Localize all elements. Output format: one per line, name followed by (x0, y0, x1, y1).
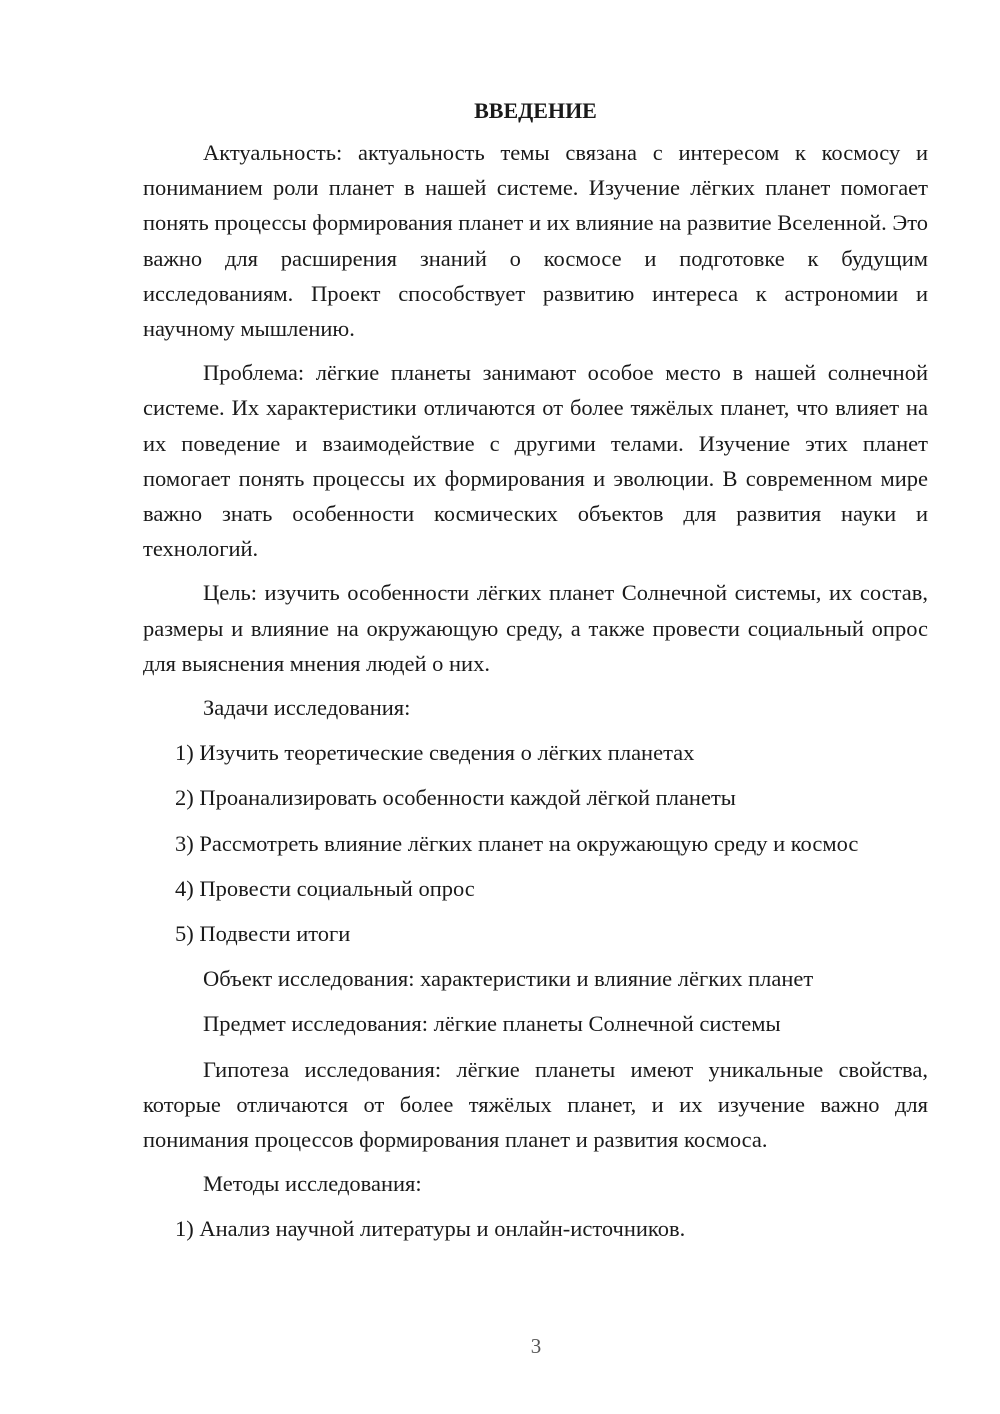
list-item: 2) Проанализировать особенности каждой лёгкой планеты (175, 785, 736, 811)
research-object: Объект исследования: характеристики и влияние лёгких планет (203, 966, 814, 992)
methods-list (143, 1211, 928, 1246)
list-item: 1) Изучить теоретические сведения о лёгких планетах (175, 740, 695, 766)
paragraph-relevance: Актуальность: актуальность темы связана с интересом к космосу и пониманием роли планет в нашей системе. Изучение лёгких планет помогает понять процессы формирования планет и их влияние на развитие Вселенной. Это важно для расширения знаний о космосе и подготовке к будущим исследованиям. Проект способствует развитию интереса к астрономии и научному мышлению. (143, 140, 928, 342)
section-title: ВВЕДЕНИЕ (474, 98, 597, 123)
document-page (143, 95, 928, 1257)
research-subject: Предмет исследования: лёгкие планеты Солнечной системы (203, 1011, 781, 1037)
page-number: 3 (530, 1334, 542, 1358)
tasks-list (143, 735, 928, 951)
list-item: 5) Подвести итоги (175, 921, 351, 947)
list-item: 3) Рассмотреть влияние лёгких планет на окружающую среду и космос (175, 830, 859, 856)
list-item: 4) Провести социальный опрос (175, 875, 475, 901)
paragraph-goal: Цель: изучить особенности лёгких планет Солнечной системы, их состав, размеры и влияние на окружающую среду, а также провести социальный опрос для выяснения мнения людей о них. (143, 580, 928, 676)
paragraph-problem: Проблема: лёгкие планеты занимают особое место в нашей солнечной системе. Их характеристики отличаются от более тяжёлых планет, что влияет на их поведение и взаимодействие с другими телами. Изучение этих планет помогает понять процессы их формирования и эволюции. В современном мире важно знать особенности космических объектов для развития науки и технологий. (143, 360, 928, 562)
methods-heading: Методы исследования: (203, 1171, 422, 1197)
tasks-heading: Задачи исследования: (203, 695, 411, 721)
list-item: 1) Анализ научной литературы и онлайн-источников. (175, 1216, 686, 1242)
paragraph-hypothesis: Гипотеза исследования: лёгкие планеты имеют уникальные свойства, которые отличаются от более тяжёлых планет, и их изучение важно для понимания процессов формирования планет и развития космоса. (143, 1056, 928, 1153)
